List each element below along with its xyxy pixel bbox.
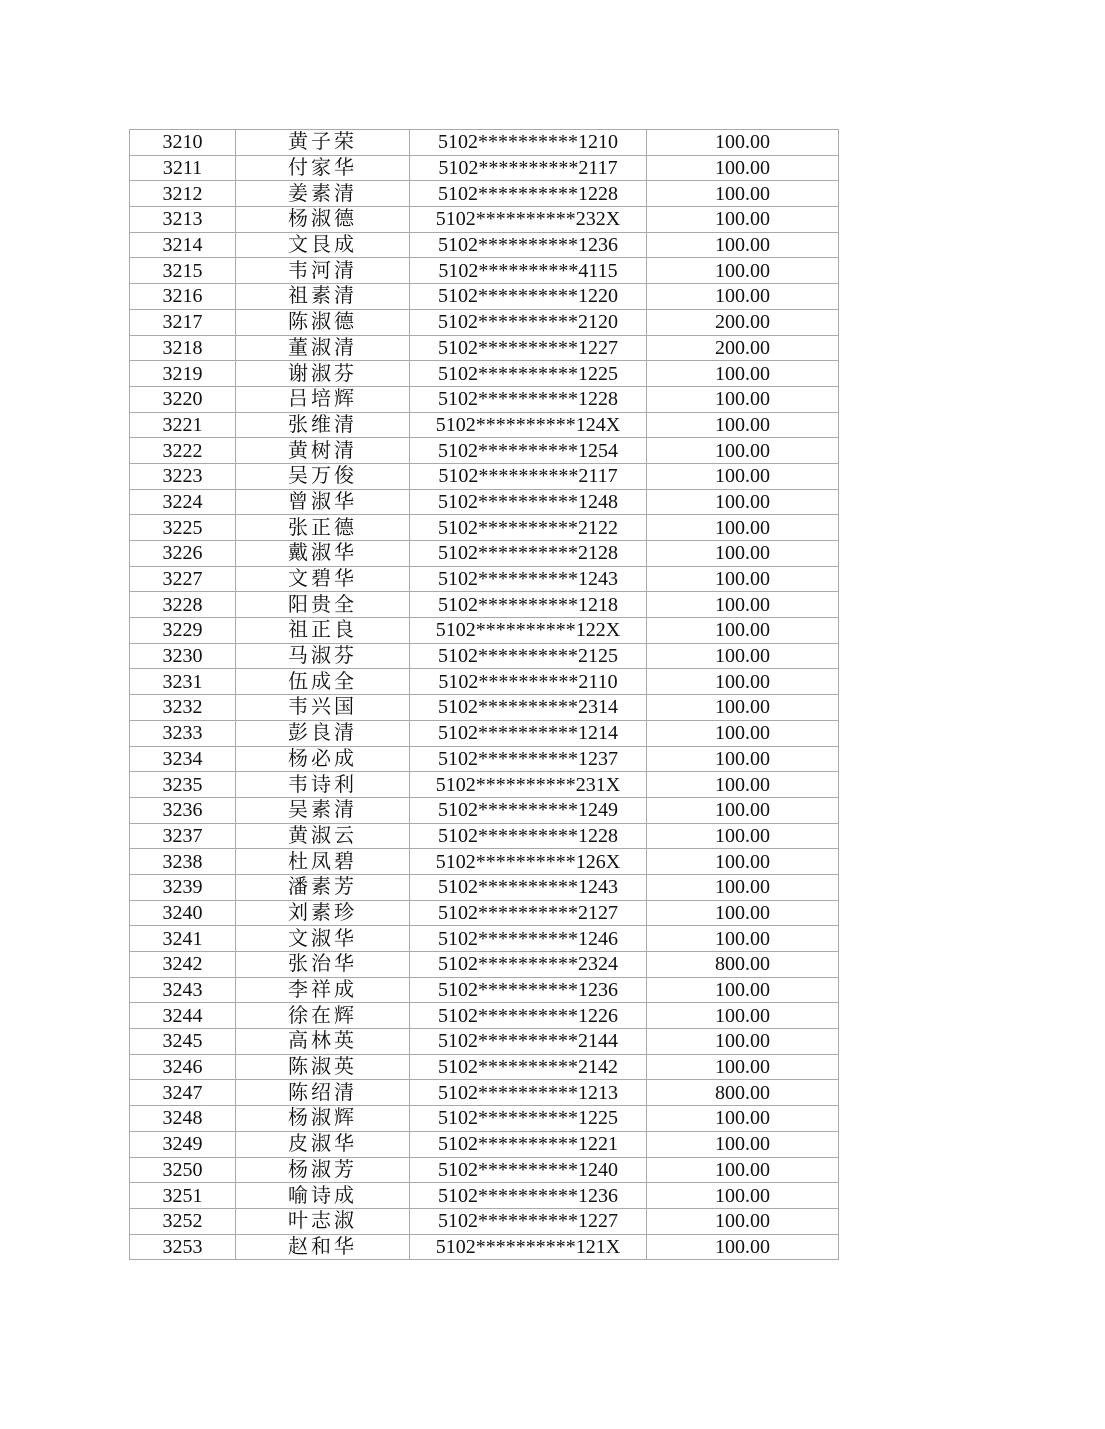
name-cell: 李祥成 <box>236 977 410 1003</box>
id-number-cell: 5102**********1254 <box>410 438 647 464</box>
row-number-cell: 3210 <box>130 130 236 156</box>
row-number-cell: 3244 <box>130 1003 236 1029</box>
name-cell: 谢淑芬 <box>236 361 410 387</box>
row-number-cell: 3234 <box>130 746 236 772</box>
id-number-cell: 5102**********2314 <box>410 695 647 721</box>
table-row <box>130 1183 839 1209</box>
id-number-cell: 5102**********1225 <box>410 361 647 387</box>
row-number-cell: 3237 <box>130 823 236 849</box>
amount-cell: 100.00 <box>647 1029 839 1055</box>
row-number-cell: 3227 <box>130 566 236 592</box>
id-number-cell: 5102**********231X <box>410 772 647 798</box>
row-number-cell: 3246 <box>130 1054 236 1080</box>
row-number-cell: 3253 <box>130 1234 236 1260</box>
amount-cell: 100.00 <box>647 823 839 849</box>
id-number-cell: 5102**********1248 <box>410 489 647 515</box>
name-cell: 张正德 <box>236 515 410 541</box>
name-cell: 陈淑德 <box>236 309 410 335</box>
id-number-cell: 5102**********2125 <box>410 643 647 669</box>
table-row <box>130 155 839 181</box>
id-number-cell: 5102**********1225 <box>410 1106 647 1132</box>
id-number-cell: 5102**********1249 <box>410 797 647 823</box>
row-number-cell: 3233 <box>130 720 236 746</box>
amount-cell: 100.00 <box>647 900 839 926</box>
row-number-cell: 3221 <box>130 412 236 438</box>
amount-cell: 100.00 <box>647 207 839 233</box>
amount-cell: 100.00 <box>647 361 839 387</box>
table-row <box>130 284 839 310</box>
id-number-cell: 5102**********1236 <box>410 1183 647 1209</box>
table-row <box>130 1106 839 1132</box>
name-cell: 文碧华 <box>236 566 410 592</box>
row-number-cell: 3249 <box>130 1131 236 1157</box>
id-number-cell: 5102**********1227 <box>410 335 647 361</box>
row-number-cell: 3222 <box>130 438 236 464</box>
row-number-cell: 3242 <box>130 952 236 978</box>
row-number-cell: 3252 <box>130 1208 236 1234</box>
amount-cell: 100.00 <box>647 1106 839 1132</box>
name-cell: 潘素芳 <box>236 874 410 900</box>
name-cell: 杜凤碧 <box>236 849 410 875</box>
amount-cell: 100.00 <box>647 874 839 900</box>
row-number-cell: 3232 <box>130 695 236 721</box>
amount-cell: 100.00 <box>647 797 839 823</box>
amount-cell: 100.00 <box>647 643 839 669</box>
name-cell: 叶志淑 <box>236 1208 410 1234</box>
name-cell: 黄树清 <box>236 438 410 464</box>
table-row <box>130 1234 839 1260</box>
amount-cell: 800.00 <box>647 952 839 978</box>
amount-cell: 100.00 <box>647 1054 839 1080</box>
table-row <box>130 1054 839 1080</box>
name-cell: 祖素清 <box>236 284 410 310</box>
row-number-cell: 3228 <box>130 592 236 618</box>
table-row <box>130 515 839 541</box>
name-cell: 文淑华 <box>236 926 410 952</box>
amount-cell: 100.00 <box>647 977 839 1003</box>
amount-cell: 100.00 <box>647 1131 839 1157</box>
table-row <box>130 1131 839 1157</box>
id-number-cell: 5102**********2122 <box>410 515 647 541</box>
amount-cell: 100.00 <box>647 130 839 156</box>
name-cell: 董淑清 <box>236 335 410 361</box>
row-number-cell: 3239 <box>130 874 236 900</box>
name-cell: 韦诗利 <box>236 772 410 798</box>
table-row <box>130 309 839 335</box>
id-number-cell: 5102**********1246 <box>410 926 647 952</box>
id-number-cell: 5102**********2324 <box>410 952 647 978</box>
id-number-cell: 5102**********1220 <box>410 284 647 310</box>
name-cell: 吕培辉 <box>236 386 410 412</box>
name-cell: 曾淑华 <box>236 489 410 515</box>
table-row <box>130 823 839 849</box>
row-number-cell: 3223 <box>130 463 236 489</box>
name-cell: 张维清 <box>236 412 410 438</box>
table-body <box>130 130 839 1260</box>
row-number-cell: 3235 <box>130 772 236 798</box>
table-row <box>130 746 839 772</box>
amount-cell: 100.00 <box>647 849 839 875</box>
id-number-cell: 5102**********2117 <box>410 463 647 489</box>
name-cell: 吴万俊 <box>236 463 410 489</box>
row-number-cell: 3247 <box>130 1080 236 1106</box>
amount-cell: 100.00 <box>647 1003 839 1029</box>
table-row <box>130 952 839 978</box>
amount-cell: 100.00 <box>647 618 839 644</box>
name-cell: 彭良清 <box>236 720 410 746</box>
row-number-cell: 3226 <box>130 541 236 567</box>
amount-cell: 100.00 <box>647 386 839 412</box>
amount-cell: 100.00 <box>647 258 839 284</box>
row-number-cell: 3238 <box>130 849 236 875</box>
amount-cell: 100.00 <box>647 926 839 952</box>
id-number-cell: 5102**********2142 <box>410 1054 647 1080</box>
id-number-cell: 5102**********1227 <box>410 1208 647 1234</box>
name-cell: 吴素清 <box>236 797 410 823</box>
name-cell: 杨淑辉 <box>236 1106 410 1132</box>
id-number-cell: 5102**********1228 <box>410 823 647 849</box>
table-row <box>130 130 839 156</box>
table-row <box>130 695 839 721</box>
table-row <box>130 258 839 284</box>
name-cell: 马淑芬 <box>236 643 410 669</box>
table-row <box>130 720 839 746</box>
name-cell: 陈绍清 <box>236 1080 410 1106</box>
id-number-cell: 5102**********126X <box>410 849 647 875</box>
table-row <box>130 797 839 823</box>
id-number-cell: 5102**********2110 <box>410 669 647 695</box>
id-number-cell: 5102**********2127 <box>410 900 647 926</box>
name-cell: 祖正良 <box>236 618 410 644</box>
amount-cell: 100.00 <box>647 155 839 181</box>
amount-cell: 100.00 <box>647 772 839 798</box>
amount-cell: 100.00 <box>647 489 839 515</box>
row-number-cell: 3214 <box>130 232 236 258</box>
row-number-cell: 3215 <box>130 258 236 284</box>
table-row <box>130 643 839 669</box>
row-number-cell: 3248 <box>130 1106 236 1132</box>
name-cell: 伍成全 <box>236 669 410 695</box>
table-row <box>130 412 839 438</box>
name-cell: 韦兴国 <box>236 695 410 721</box>
name-cell: 张治华 <box>236 952 410 978</box>
id-number-cell: 5102**********2144 <box>410 1029 647 1055</box>
name-cell: 黄淑云 <box>236 823 410 849</box>
id-number-cell: 5102**********2120 <box>410 309 647 335</box>
table-row <box>130 1080 839 1106</box>
amount-cell: 100.00 <box>647 695 839 721</box>
name-cell: 喻诗成 <box>236 1183 410 1209</box>
table-row <box>130 386 839 412</box>
table-row <box>130 926 839 952</box>
row-number-cell: 3213 <box>130 207 236 233</box>
row-number-cell: 3212 <box>130 181 236 207</box>
id-number-cell: 5102**********1236 <box>410 977 647 1003</box>
table-row <box>130 900 839 926</box>
id-number-cell: 5102**********1240 <box>410 1157 647 1183</box>
row-number-cell: 3224 <box>130 489 236 515</box>
amount-cell: 100.00 <box>647 412 839 438</box>
amount-cell: 100.00 <box>647 232 839 258</box>
table-row <box>130 1029 839 1055</box>
amount-cell: 100.00 <box>647 463 839 489</box>
row-number-cell: 3211 <box>130 155 236 181</box>
id-number-cell: 5102**********1226 <box>410 1003 647 1029</box>
name-cell: 高林英 <box>236 1029 410 1055</box>
id-number-cell: 5102**********121X <box>410 1234 647 1260</box>
table-row <box>130 232 839 258</box>
id-number-cell: 5102**********1221 <box>410 1131 647 1157</box>
row-number-cell: 3250 <box>130 1157 236 1183</box>
name-cell: 杨必成 <box>236 746 410 772</box>
id-number-cell: 5102**********1243 <box>410 874 647 900</box>
id-number-cell: 5102**********1218 <box>410 592 647 618</box>
amount-cell: 100.00 <box>647 181 839 207</box>
data-table <box>129 129 839 1260</box>
table-row <box>130 181 839 207</box>
table-row <box>130 1003 839 1029</box>
row-number-cell: 3225 <box>130 515 236 541</box>
table-row <box>130 438 839 464</box>
id-number-cell: 5102**********2128 <box>410 541 647 567</box>
table-row <box>130 489 839 515</box>
amount-cell: 100.00 <box>647 566 839 592</box>
name-cell: 皮淑华 <box>236 1131 410 1157</box>
row-number-cell: 3241 <box>130 926 236 952</box>
table-row <box>130 874 839 900</box>
row-number-cell: 3229 <box>130 618 236 644</box>
name-cell: 戴淑华 <box>236 541 410 567</box>
id-number-cell: 5102**********2117 <box>410 155 647 181</box>
amount-cell: 100.00 <box>647 720 839 746</box>
name-cell: 付家华 <box>236 155 410 181</box>
amount-cell: 100.00 <box>647 1157 839 1183</box>
table-row <box>130 207 839 233</box>
amount-cell: 100.00 <box>647 1208 839 1234</box>
name-cell: 杨淑德 <box>236 207 410 233</box>
name-cell: 姜素清 <box>236 181 410 207</box>
id-number-cell: 5102**********124X <box>410 412 647 438</box>
row-number-cell: 3245 <box>130 1029 236 1055</box>
table-row <box>130 772 839 798</box>
id-number-cell: 5102**********1243 <box>410 566 647 592</box>
amount-cell: 100.00 <box>647 284 839 310</box>
row-number-cell: 3216 <box>130 284 236 310</box>
name-cell: 陈淑英 <box>236 1054 410 1080</box>
amount-cell: 100.00 <box>647 1183 839 1209</box>
table-row <box>130 618 839 644</box>
id-number-cell: 5102**********232X <box>410 207 647 233</box>
id-number-cell: 5102**********1228 <box>410 181 647 207</box>
amount-cell: 100.00 <box>647 592 839 618</box>
amount-cell: 100.00 <box>647 438 839 464</box>
table-row <box>130 1208 839 1234</box>
row-number-cell: 3218 <box>130 335 236 361</box>
name-cell: 赵和华 <box>236 1234 410 1260</box>
row-number-cell: 3231 <box>130 669 236 695</box>
table-row <box>130 977 839 1003</box>
amount-cell: 100.00 <box>647 669 839 695</box>
id-number-cell: 5102**********1236 <box>410 232 647 258</box>
table-row <box>130 566 839 592</box>
amount-cell: 200.00 <box>647 309 839 335</box>
table-row <box>130 541 839 567</box>
row-number-cell: 3243 <box>130 977 236 1003</box>
amount-cell: 100.00 <box>647 746 839 772</box>
amount-cell: 200.00 <box>647 335 839 361</box>
name-cell: 阳贵全 <box>236 592 410 618</box>
id-number-cell: 5102**********4115 <box>410 258 647 284</box>
table-row <box>130 361 839 387</box>
table-row <box>130 592 839 618</box>
id-number-cell: 5102**********1214 <box>410 720 647 746</box>
name-cell: 刘素珍 <box>236 900 410 926</box>
id-number-cell: 5102**********1237 <box>410 746 647 772</box>
amount-cell: 100.00 <box>647 1234 839 1260</box>
name-cell: 文艮成 <box>236 232 410 258</box>
amount-cell: 100.00 <box>647 515 839 541</box>
name-cell: 韦河清 <box>236 258 410 284</box>
table-row <box>130 669 839 695</box>
table-row <box>130 463 839 489</box>
row-number-cell: 3236 <box>130 797 236 823</box>
table-row <box>130 849 839 875</box>
name-cell: 黄子荣 <box>236 130 410 156</box>
amount-cell: 100.00 <box>647 541 839 567</box>
row-number-cell: 3217 <box>130 309 236 335</box>
row-number-cell: 3219 <box>130 361 236 387</box>
table-row <box>130 1157 839 1183</box>
id-number-cell: 5102**********1210 <box>410 130 647 156</box>
table-row <box>130 335 839 361</box>
id-number-cell: 5102**********122X <box>410 618 647 644</box>
id-number-cell: 5102**********1228 <box>410 386 647 412</box>
name-cell: 杨淑芳 <box>236 1157 410 1183</box>
id-number-cell: 5102**********1213 <box>410 1080 647 1106</box>
row-number-cell: 3251 <box>130 1183 236 1209</box>
row-number-cell: 3220 <box>130 386 236 412</box>
row-number-cell: 3230 <box>130 643 236 669</box>
name-cell: 徐在辉 <box>236 1003 410 1029</box>
row-number-cell: 3240 <box>130 900 236 926</box>
amount-cell: 800.00 <box>647 1080 839 1106</box>
